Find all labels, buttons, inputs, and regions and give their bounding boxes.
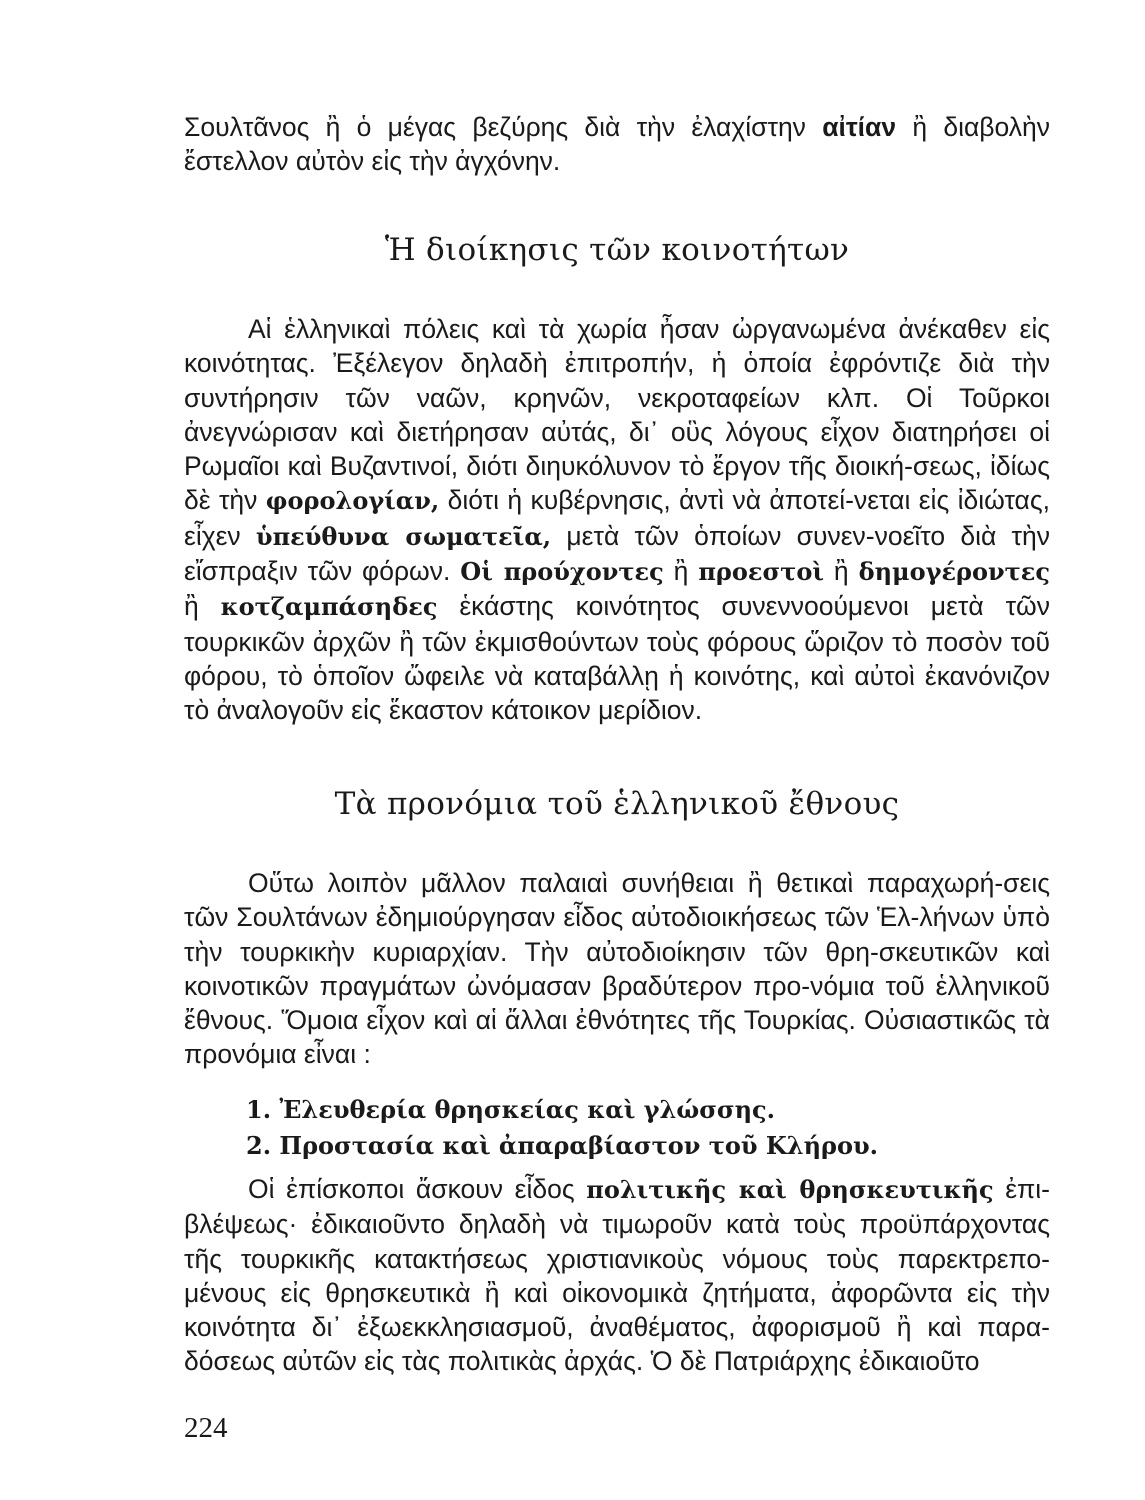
intro-paragraph xyxy=(184,110,1050,179)
text-run: ἑκάστης κοινότητος συνεννοούμενοι μετὰ τῶν τουρκικῶν ἀρχῶν ἢ τῶν ἐκμισθούντων τοὺς φόρους ὥριζον τὸ ποσὸν τοῦ φόρου, τὸ ὁποῖον ὤφειλε νὰ καταβάλλῃ ἡ κοινότης, καὶ αὐτοὶ ἐκανόνιζον τὸ ἀναλογοῦν εἰς ἕκαστον κάτοικον μερίδιον. xyxy=(184,591,1050,726)
bold-political-religious: πολιτικῆς καὶ θρησκευτικῆς xyxy=(586,1175,994,1204)
text-run: ἢ xyxy=(663,556,699,587)
text-run: μετὰ τῶν ὁποίων συνεν-νοεῖτο διὰ τὴν εἴσπραξιν τῶν φόρων. xyxy=(184,520,1050,587)
privilege-item-1: 1. Ἐλευθερία θρησκείας καὶ γλώσσης. xyxy=(246,1095,775,1124)
book-page xyxy=(184,0,1050,1500)
text-run: Αἱ ἑλληνικαὶ πόλεις καὶ τὰ χωρία ἦσαν ὠργανωμένα ἀνέκαθεν εἰς κοινότητας. Ἐξέλεγον δηλαδὴ ἐπιτροπήν, ἡ ὁποία ἐφρόντιζε διὰ τὴν συντήρησιν τῶν ναῶν, κρηνῶν, νεκροταφείων κλπ. Οἱ Τοῦρκοι ἀνεγνώρισαν καὶ διετήρησαν αὐτάς, δι᾽ οὓς λόγους εἶχον διατηρήσει οἱ Ρωμαῖοι καὶ Βυζαντινοί, διότι διηυκόλυνον τὸ ἔργον τῆς διοική-σεως, ἰδίως δὲ τὴν xyxy=(184,314,1050,516)
privilege-item-2: 2. Προστασία καὶ ἀπαραβίαστον τοῦ Κλήρου. xyxy=(246,1131,879,1160)
text-run: ἢ xyxy=(823,556,859,587)
text-run: ἐπι-βλέψεως· ἐδικαιοῦντο δηλαδὴ νὰ τιμωροῦν κατὰ τοὺς προϋπάρχοντας τῆς τουρκικῆς κατακτήσεως χριστιανικοὺς νόμους τοὺς παρεκτρεπο-μένους εἰς θρησκευτικὰ ἢ καὶ οἰκονομικὰ ζητήματα, ἀφορῶντα εἰς τὴν κοινότητα δι᾽ ἐξωεκκλησιασμοῦ, ἀναθέματος, ἀφορισμοῦ ἢ καὶ παρα-δόσεως αὐτῶν εἰς τὰς πολιτικὰς ἀρχάς. Ὁ δὲ Πατριάρχης ἐδικαιοῦτο xyxy=(184,1174,1051,1377)
intro-text-end: ἢ διαβολὴν ἔστελλον αὐτὸν εἰς τὴν ἀγχόνην. xyxy=(184,112,1050,177)
text-run: διότι ἡ κυβέρνησις, ἀντὶ νὰ ἀποτεί-νεται εἰς ἰδιώτας, εἶχεν xyxy=(184,485,1050,551)
intro-emphasis: αἰτίαν xyxy=(822,112,897,142)
administration-paragraph xyxy=(184,312,1050,728)
bold-responsible-bodies: ὑπεύθυνα σωματεῖα, xyxy=(255,521,552,551)
bold-taxation: φορολογίαν, xyxy=(265,486,440,516)
text-run: ἢ xyxy=(184,591,221,622)
intro-text: Σουλτᾶνος ἢ ὁ μέγας βεζύρης διὰ τὴν ἐλαχίστην xyxy=(184,112,823,142)
section-heading-administration: Ἡ διοίκησις τῶν κοινοτήτων xyxy=(384,232,850,268)
bishops-paragraph xyxy=(184,1172,1050,1379)
bold-kotzabasides: κοτζαμπάσηδες xyxy=(220,592,438,622)
bold-elders: δημογέροντες xyxy=(858,557,1050,587)
section-heading-privileges: Τὰ προνόμια τοῦ ἑλληνικοῦ ἔθνους xyxy=(334,786,900,822)
text-run: Οἱ ἐπίσκοποι ἄσκουν εἶδος xyxy=(248,1174,587,1204)
bold-notables: Οἱ προύχοντες xyxy=(460,557,664,587)
bold-heads: προεστοὶ xyxy=(698,557,824,587)
page-number: 224 xyxy=(184,1412,228,1444)
privileges-paragraph: Οὕτω λοιπὸν μᾶλλον παλαιαὶ συνήθειαι ἢ θετικαὶ παραχωρή-σεις τῶν Σουλτάνων ἐδημιούργησαν εἶδος αὐτοδιοικήσεως τῶν Ἑλ-λήνων ὑπὸ τὴν τουρκικὴν κυριαρχίαν. Τὴν αὐτοδιοίκησιν τῶν θρη-σκευτικῶν καὶ κοινοτικῶν πραγμάτων ὠνόμασαν βραδύτερον προ-νόμια τοῦ ἑλληνικοῦ ἔθνους. Ὅμοια εἶχον καὶ αἱ ἄλλαι ἐθνότητες τῆς Τουρκίας. Οὐσιαστικῶς τὰ προνόμια εἶναι : xyxy=(184,868,1050,1070)
